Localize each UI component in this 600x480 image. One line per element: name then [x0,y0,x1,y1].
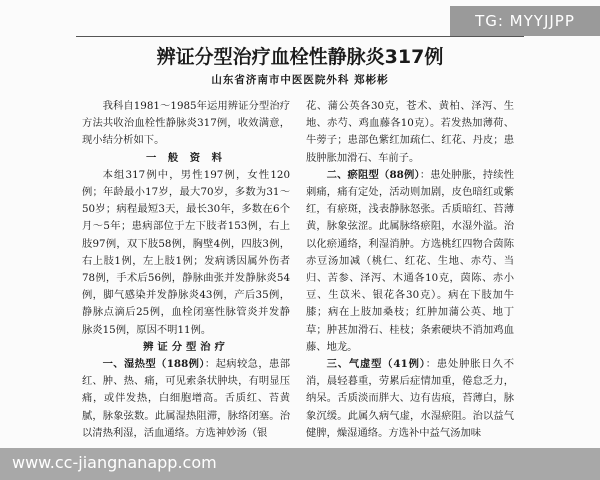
general-data-paragraph: 本组317例中，男性197例，女性120例；年龄最小17岁，最大70岁，多数为31～50岁；病程最短3天，最长30年，多数在6个月～5年；患病部位于左下肢者153例，右上肢97例，双下肢58例，胸壁4例，四肢3例，右上肢1例，左上肢1例；发病诱因属外伤者78例，手术后56例，静脉曲张并发静脉炎54例，脚气感染并发静脉炎43例，产后35例，静脉点滴后25例，血栓闭塞性脉管炎并发静脉炎15例，原因不明11例。 [82,168,290,336]
type2-label: 二、瘀阻型（88例） [326,168,420,181]
section-heading-general: 一 般 资 料 [146,151,226,164]
right-column [306,98,514,443]
left-column [82,98,290,443]
type3-body: ：患处肿胀日久不消，晨轻暮重，劳累后症情加重，倦怠乏力，纳呆。舌质淡而胖大、边有齿痕，苔薄白，脉象沉缓。此属久病气虚，水湿瘀阻。治以益气健脾，燥湿通络。方选补中益气汤加味 [306,358,514,439]
channel-badge: TG: MYYJJPP [450,6,600,36]
type1-paragraph [82,356,290,442]
header-rule [76,36,524,37]
type2-paragraph [306,167,514,356]
section-heading-treatment: 辨证分型治疗 [143,340,229,353]
type2-body: ：患处肿胀，持续性刺痛，痛有定处，活动则加剧，皮色暗红或紫红，有瘀斑，浅表静脉怒张。舌质暗红、苔薄黄，脉象弦涩。此属脉络瘀阻，水湿外溢。治以化瘀通络，利湿消肿。方选桃红四物合茵陈赤豆汤加减（桃仁、红花、生地、赤芍、当归、苦参、泽泻、木通各10克，茵陈、赤小豆、生苡米、银花各30克）。病在下肢加牛膝；病在上肢加桑枝；红肿加蒲公英、地丁草；肿甚加滑石、桂枝；条索硬块不消加鸡血藤、地龙。 [306,168,514,353]
type1-label: 一、湿热型（188例） [102,358,205,371]
article-title: 辨证分型治疗血栓性静脉炎317例 [156,46,444,68]
article-byline: 山东省济南市中医医院外科 郑彬彬 [211,74,389,86]
watermark-url: www.cc-jiangnanapp.com [12,453,217,472]
type1-body: ：起病较急，患部红、肿、热、痛，可见索条状肿块，有明显压痛，或伴发热，白细胞增高。舌质红、苔黄腻，脉象弦数。此属湿热阻滞，脉络闭塞。治以清热利湿，活血通络。方选神妙汤（银 [82,358,290,439]
type3-paragraph [306,356,514,442]
intro-paragraph: 我科自1981～1985年运用辨证分型治疗方法共收治血栓性静脉炎317例，收效满意，现小结分析如下。 [82,100,290,147]
type3-label: 三、气虚型（41例） [326,358,426,371]
type1-continuation: 花、蒲公英各30克，苍术、黄柏、泽泻、生地、赤芍、鸡血藤各10克）。若发热加薄荷、牛蒡子；患部色紫红加疏仁、红花、丹皮；患肢肿胀加滑石、车前子。 [306,100,514,164]
